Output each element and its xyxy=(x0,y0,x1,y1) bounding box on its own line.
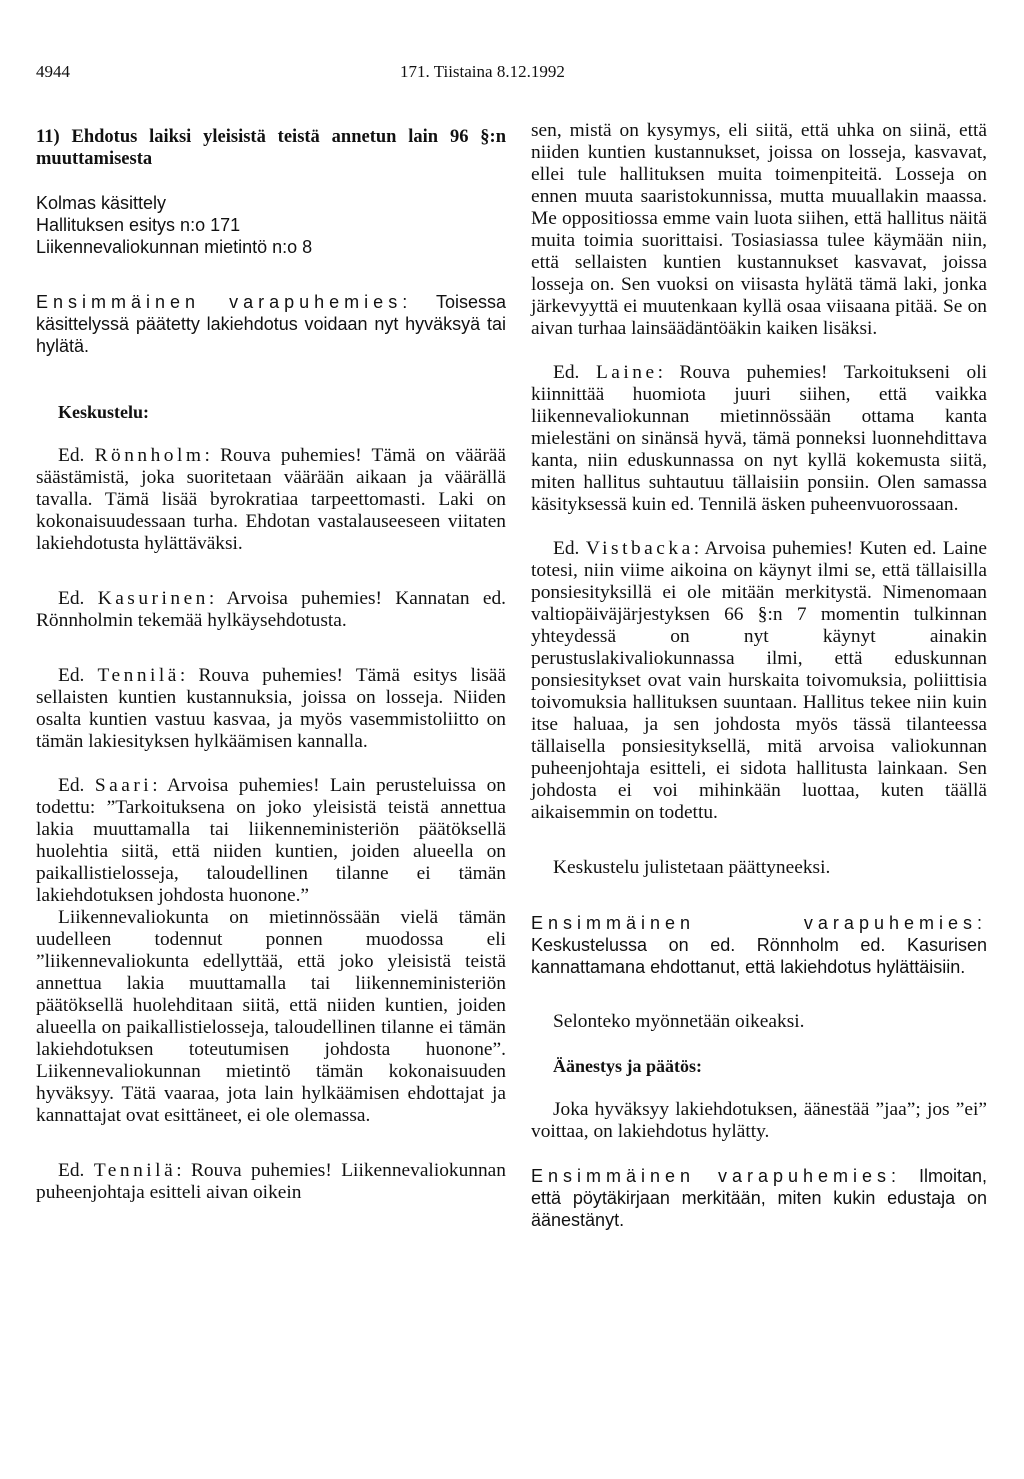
bill-reference: Hallituksen esitys n:o 171 xyxy=(36,215,241,235)
speaker-name-vistbacka: Vistbacka xyxy=(585,538,694,559)
chair-statement-1 xyxy=(36,291,506,357)
committee-report-reference: Liikennevaliokunnan mietintö n:o 8 xyxy=(36,237,313,257)
discussion-heading: Keskustelu: xyxy=(58,402,150,422)
speaker-name-saari: Saari xyxy=(94,775,153,796)
left-column xyxy=(36,120,506,1204)
speaker-name-tennila-2: Tennilä xyxy=(93,1160,177,1181)
chair-statement-2-text: Keskustelussa on ed. Rönnholm ed. Kasurisen kannattamana ehdottanut, että lakiehdotus hylättäisiin. xyxy=(531,935,987,977)
vote-heading: Äänestys ja päätös: xyxy=(553,1056,703,1076)
speaker-chair-2: Ensimmäinen varapuhemies: xyxy=(531,913,987,933)
speech-kasurinen: Ed. Kasurinen: Arvoisa puhemies! Kannatan ed. Rönnholmin tekemää hylkäysehdotusta. xyxy=(36,588,506,631)
item-meta xyxy=(36,192,506,258)
running-head: 171. Tiistaina 8.12.1992 xyxy=(400,62,565,81)
vote-instruction: Joka hyväksyy lakiehdotuksen, äänestää ”jaa”; jos ”ei” voittaa, on lakiehdotus hylätty. xyxy=(531,1099,987,1142)
chair-statement-3 xyxy=(531,1165,987,1231)
speech-vistbacka: Ed. Vistbacka: Arvoisa puhemies! Kuten ed. Laine totesi, niin viime aikoina on käynyt ilmi se, että tällaisilla ponsiesityksillä ei ole mitään merkitystä. Nimenomaan valtiopäiväjärjestyksen 66 §:n 7 momentin tulkinnan yhteydessä on nyt käynyt ainakin perustuslakivaliokunnassa ilmi, että eduskunnan ponsiesitykset ovat vain hurskaita toivomuksia, poliittisia toivomuksia hallituksen suuntaan. Hallitus tekee niin kuin itse haluaa, ja sen johdosta myös tässä tilanteessa tällaisella ponsiesityksellä, mitä arvoisa valiokunnan puheenjohtaja esitteli, ei sidota hallitusta lainkaan. Sen johdosta ei voi mihinkään luottaa, kuten täällä aikaisemmin on todettu. xyxy=(531,538,987,823)
chair-statement-2 xyxy=(531,912,987,978)
reading-label: Kolmas käsittely xyxy=(36,193,167,213)
page-number: 4944 xyxy=(36,62,70,81)
chair-statement-1-text: Toisessa käsittelyssä päätetty lakiehdotus voidaan nyt hyväksyä tai hylätä. xyxy=(36,292,506,356)
speech-saari: Ed. Saari: Arvoisa puhemies! Lain perusteluissa on todettu: ”Tarkoituksena on joko yleisistä teistä annettua lakia muuttamalla tai liikenneministeriön päätöksellä huolehtia siitä, että niiden kuntien, joiden alueella on paikallistielosseja, taloudellinen tilanne ei tämän lakiehdotuksen johdosta huonone.” xyxy=(36,775,506,906)
speaker-name-tennila: Tennilä xyxy=(97,665,180,686)
report-approved: Selonteko myönnetään oikeaksi. xyxy=(553,1011,805,1032)
speaker-name-kasurinen: Kasurinen xyxy=(97,588,209,609)
speech-tennila-1: Ed. Tennilä: Rouva puhemies! Tämä esitys lisää sellaisten kuntien kustannuksia, joissa on losseja. Niiden osalta kuntien vastuu kasvaa, ja myös vasemmistoliitto on tämän lakiesityksen hylkäämisen kannalla. xyxy=(36,665,506,752)
speaker-chair-3: Ensimmäinen varapuhemies: xyxy=(531,1166,902,1186)
speech-saari-continued: Liikennevaliokunta on mietinnössään vielä tämän uudelleen todennut ponnen muodossa eli ”liikennevaliokunta edellyttää, että joko yleisistä teistä annettua lakia muuttamalla tai liikenneministeriön päätöksellä huolehditaan siitä, että niiden kuntien, joiden alueella on paikallistielosseja, taloudellinen tilanne ei tämän lakiehdotuksen toteutumisen johdosta huonone”. Liikennevaliokunnan mietintö tämän kokonaisuuden hyväksyy. Tätä vaaraa, jota lain hylkäämisen ehdottajat ja kannattajat ovat esittäneet, ei ole olemassa. xyxy=(36,907,506,1126)
right-column xyxy=(531,120,987,1231)
chair-statement-3-text: Ilmoitan, että pöytäkirjaan merkitään, miten kukin edustaja on äänestänyt. xyxy=(531,1166,987,1230)
agenda-item-title: 11) Ehdotus laiksi yleisistä teistä annetun lain 96 §:n muuttamisesta xyxy=(36,127,506,169)
speech-tennila-2-continued: sen, mistä on kysymys, eli siitä, että uhka on siinä, että niiden kuntien kustannukset, joissa on losseja, kasvavat, ellei tule hallituksen muita toimenpiteitä. Losseja on ennen muuta saaristokunnissa, mutta muuallakin maassa. Me oppositiossa emme vain luota siihen, että hallitus näitä muita toimia suorittaisi. Tosiasiassa tulee käymään niin, että sellaisten kuntien kustannukset kasvavat, joissa losseja on. Sen vuoksi on viisasta hylätä tämä laki, jonka järkevyyttä ei muutenkaan kyllä osaa viisaana pitää. Se on aivan turhaa lainsäädäntöäkin kaiken lisäksi. xyxy=(531,120,987,339)
speech-tennila-2: Ed. Tennilä: Rouva puhemies! Liikennevaliokunnan puheenjohtaja esitteli aivan oikein xyxy=(36,1160,506,1203)
speaker-name-ronnholm: Rönnholm xyxy=(94,445,205,466)
speaker-chair: Ensimmäinen varapuhemies: xyxy=(36,292,413,312)
speaker-name-laine: Laine xyxy=(595,362,658,383)
page-header xyxy=(36,62,988,86)
speech-laine: Ed. Laine: Rouva puhemies! Tarkoitukseni oli kiinnittää huomiota juuri siihen, että vaikka liikennevaliokunnan mietinnössään ottama kanta mielestäni on sinänsä hyvä, tämä ponneksi luonnehdittava kanta, niin eduskunnassa on nyt kyllä kokemusta siitä, miten hallitus suhtautuu tällaisiin ponsiin. Olen samassa käsityksessä kuin ed. Tennilä äsken puheenvuorossaan. xyxy=(531,362,987,515)
discussion-closed: Keskustelu julistetaan päättyneeksi. xyxy=(553,857,831,878)
speech-ronnholm: Ed. Rönnholm: Rouva puhemies! Tämä on väärää säästämistä, joka suoritetaan väärään aikaan ja väärällä tavalla. Tämä lisää byrokratiaa tarpeettomasti. Laki on kokonaisuudessaan turha. Ehdotan vastalauseeseen viitaten lakiehdotusta hylättäväksi. xyxy=(36,445,506,554)
